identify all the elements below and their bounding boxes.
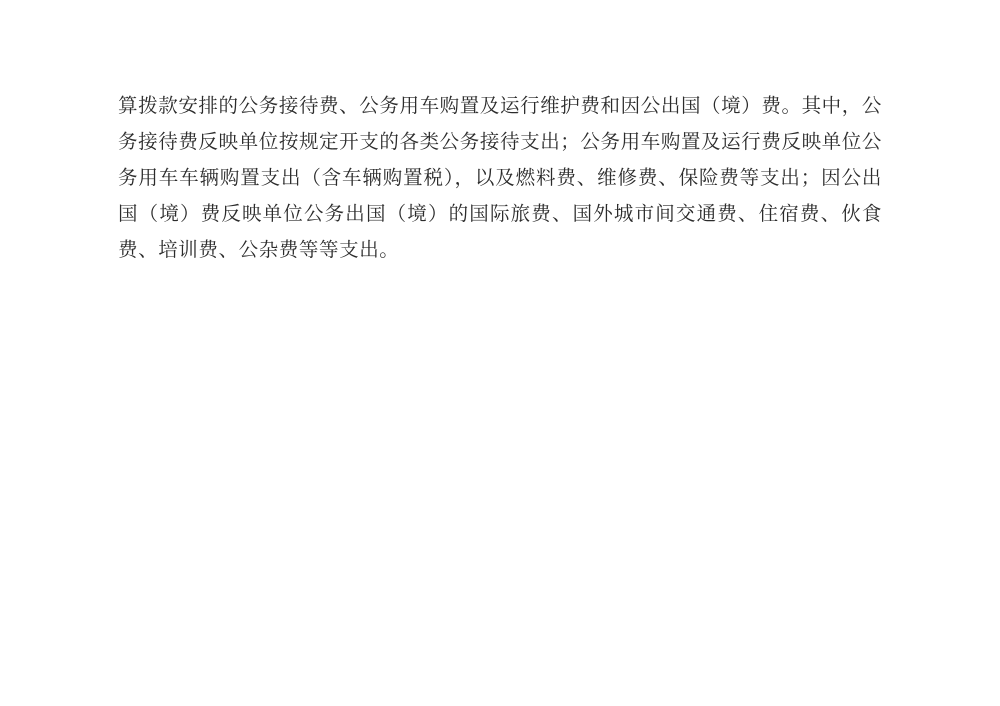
body-paragraph: 算拨款安排的公务接待费、公务用车购置及运行维护费和因公出国（境）费。其中，公务接待费反映单位按规定开支的各类公务接待支出；公务用车购置及运行费反映单位公务用车车辆购置支出（含车辆购置税），以及燃料费、维修费、保险费等支出；因公出国（境）费反映单位公务出国（境）的国际旅费、国外城市间交通费、住宿费、伙食费、培训费、公杂费等等支出。 xyxy=(118,94,882,261)
document-body xyxy=(118,88,882,268)
